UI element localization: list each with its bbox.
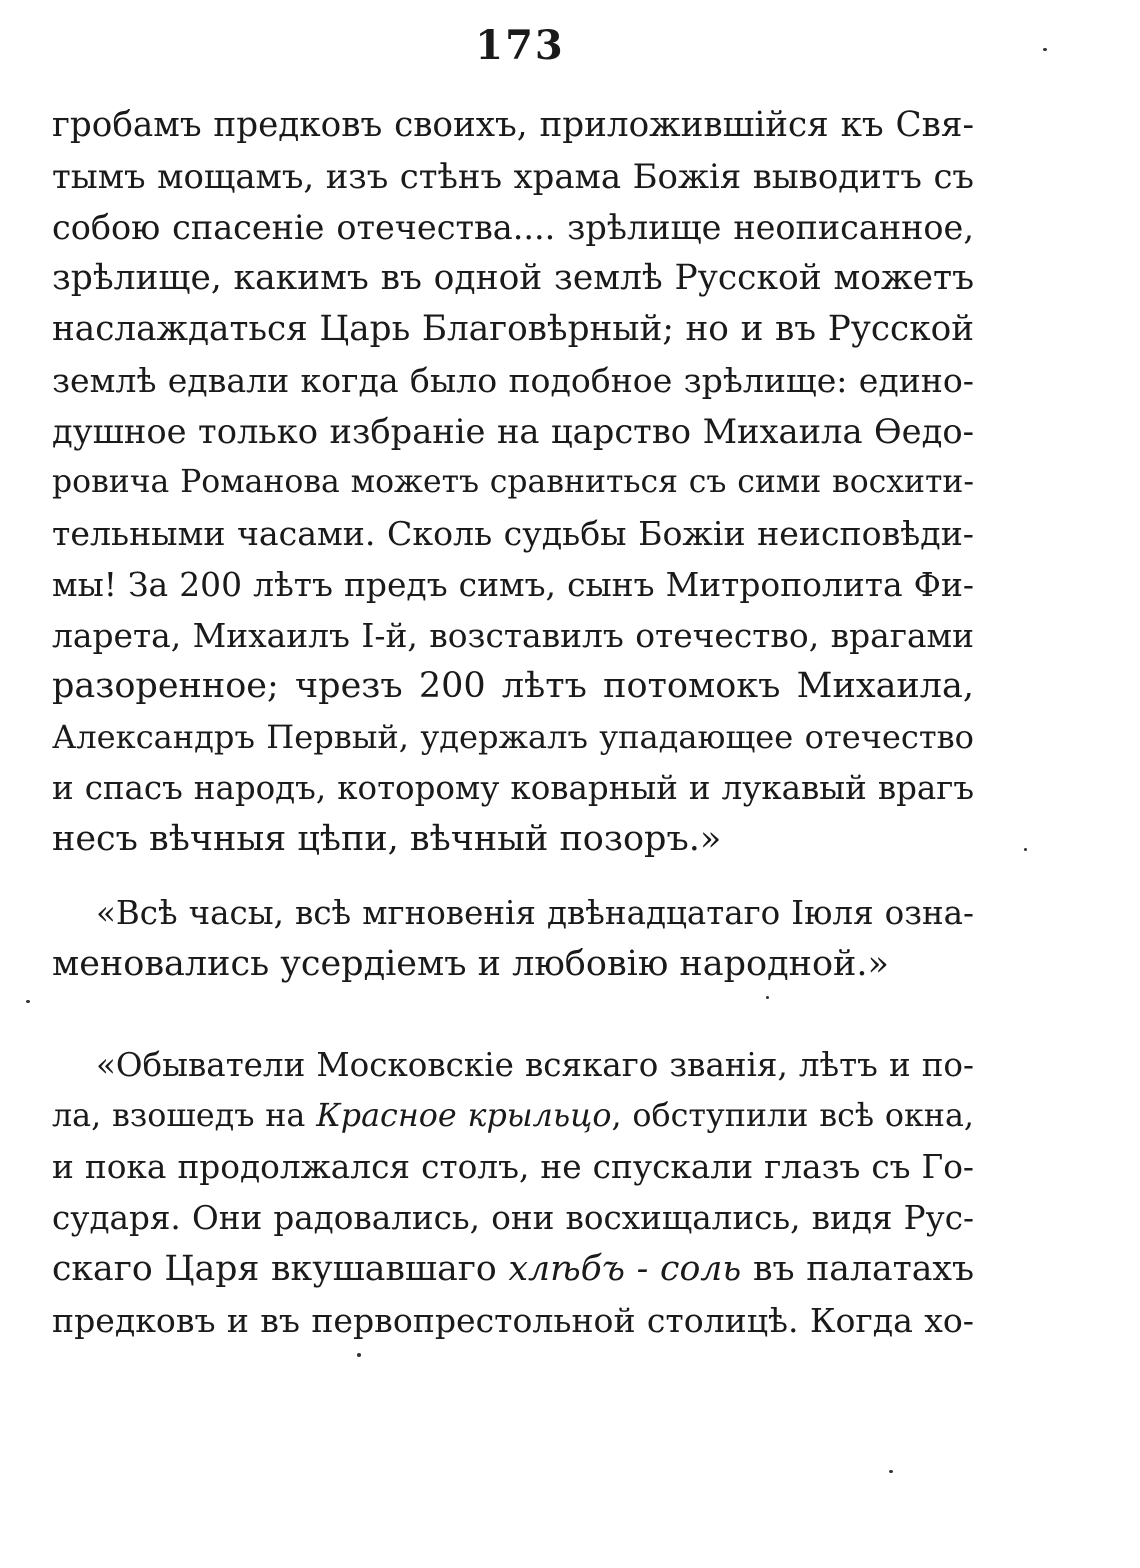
text-run: скаго Царя вкушавшаго	[52, 1249, 509, 1289]
scan-speck	[26, 1000, 30, 1003]
text-line: тымъ мощамъ, изъ стѣнъ храма Божія выводитъ съ	[52, 157, 974, 196]
text-line: предковъ и въ первопрестольной столицѣ. Когда хо-	[52, 1301, 974, 1340]
text-line: тельными часами. Сколь судьбы Божіи неисповѣди-	[52, 514, 974, 553]
paragraph-3	[52, 1040, 974, 1346]
text-line	[52, 1091, 974, 1142]
text-line: гробамъ предковъ своихъ, приложившійся къ Свя-	[52, 105, 974, 145]
text-line: разоренное; чрезъ 200 лѣтъ потомокъ Михаила,	[52, 666, 974, 706]
text-line: землѣ едвали когда было подобное зрѣлище: едино-	[52, 361, 974, 400]
text-run: въ палатахъ	[741, 1249, 974, 1289]
text-line: душное только избраніе на царство Михаила Ѳедо-	[52, 412, 974, 451]
text-line: ларета, Михаилъ I-й, возставилъ отечество, врагами	[52, 616, 974, 655]
text-line: «Всѣ часы, всѣ мгновенія двѣнадцатаго Іюля озна-	[96, 894, 974, 932]
text-line: сударя. Они радовались, они восхищались, видя Рус-	[52, 1199, 974, 1237]
text-line: наслаждаться Царь Благовѣрный; но и въ Русской	[52, 309, 974, 349]
paragraph-1	[52, 100, 974, 865]
text-run: , обступили всѣ окна,	[611, 1098, 975, 1134]
page-number: 173	[475, 22, 565, 69]
scan-speck	[766, 996, 769, 999]
italic-phrase: Красное крыльцо	[316, 1098, 612, 1134]
italic-phrase: хлѣбъ - соль	[508, 1249, 742, 1289]
paragraph-2	[52, 888, 974, 990]
text-line: зрѣлище, какимъ въ одной землѣ Русской можетъ	[52, 258, 974, 298]
text-line: Александръ Первый, удержалъ упадающее отечество	[52, 718, 974, 756]
scan-speck	[357, 1353, 361, 1357]
text-line: мы! За 200 лѣтъ предъ симъ, сынъ Митрополита Фи-	[52, 565, 974, 604]
scan-speck	[1024, 848, 1027, 851]
text-line: собою спасеніе отечества.... зрѣлище неописанное,	[52, 208, 974, 247]
scan-speck	[889, 1470, 893, 1473]
text-line: меновались усердіемъ и любовію народной.»	[52, 944, 889, 984]
text-line: несъ вѣчныя цѣпи, вѣчный позоръ.»	[52, 819, 722, 859]
text-line: и спасъ народъ, которому коварный и лукавый врагъ	[52, 769, 974, 807]
text-line: ровича Романова можетъ сравниться съ сими восхити-	[52, 464, 974, 500]
text-run: ла, взошедъ на	[52, 1098, 317, 1134]
text-line	[52, 1244, 974, 1295]
text-line: «Обыватели Московскіе всякаго званія, лѣтъ и по-	[96, 1046, 974, 1084]
scan-speck	[1043, 48, 1047, 51]
text-line: и пока продолжался столъ, не спускали глазъ съ Го-	[52, 1148, 974, 1186]
